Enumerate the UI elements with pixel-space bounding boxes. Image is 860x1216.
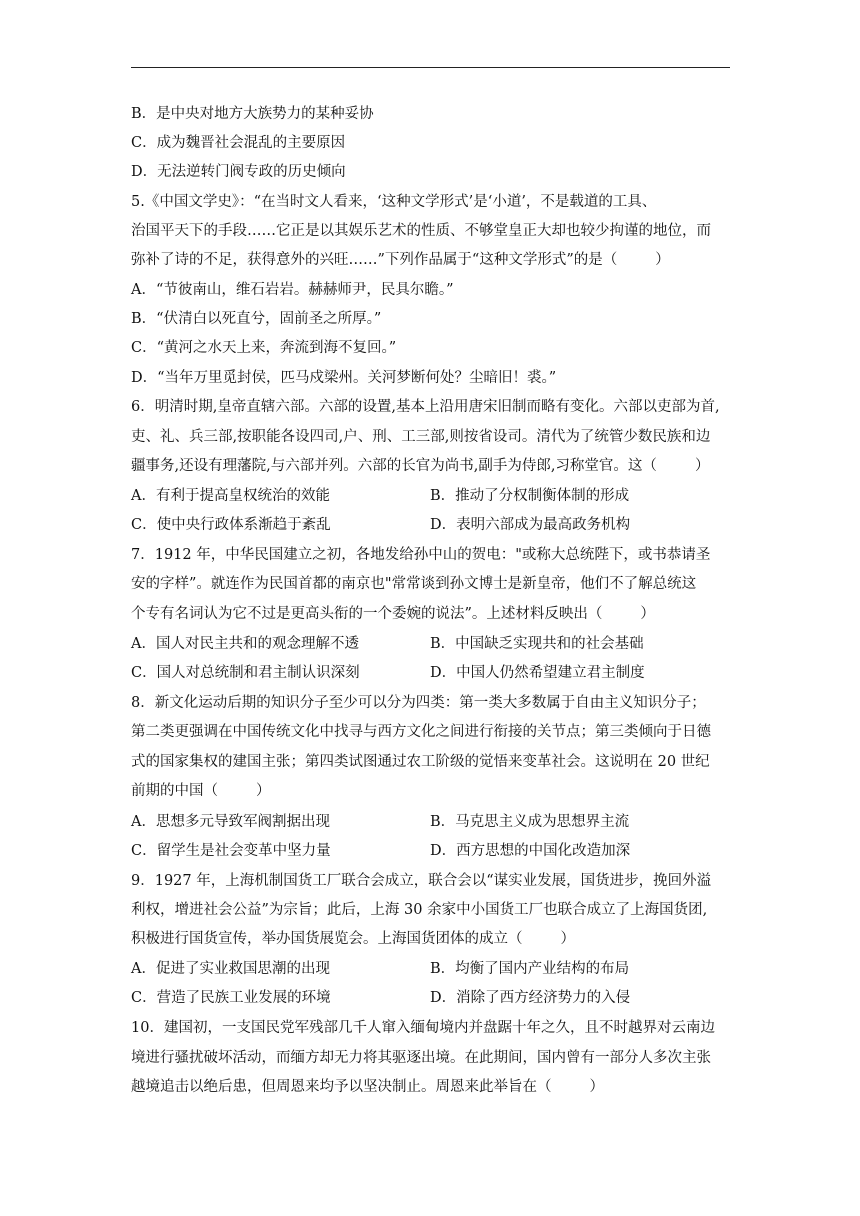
option-8c: C．留学生是社会变革中坚力量 bbox=[131, 843, 331, 859]
option-8a: A．思想多元导致军阀割据出现 bbox=[131, 814, 330, 830]
question-5-line-3: 弥补了诗的不足，获得意外的兴旺……”下列作品属于“这种文学形式”的是（ ） bbox=[131, 252, 670, 268]
option-6d: D．表明六部成为最高政务机构 bbox=[430, 517, 631, 533]
option-7c: C．国人对总统制和君主制认识深刻 bbox=[131, 665, 360, 681]
header-rule bbox=[131, 67, 730, 68]
question-8-line-4: 前期的中国（ ） bbox=[131, 783, 271, 799]
option-8b: B．马克思主义成为思想界主流 bbox=[430, 814, 630, 830]
option-7a: A．国人对民主共和的观念理解不透 bbox=[131, 636, 359, 652]
question-9-line-1: 9．1927 年，上海机制国货工厂联合会成立，联合会以“谋实业发展，国货进步，挽回外溢 bbox=[131, 873, 712, 889]
question-6-line-1: 6．明清时期,皇帝直辖六部。六部的设置,基本上沿用唐宋旧制而略有变化。六部以吏部为首, bbox=[131, 399, 720, 415]
option-8d: D．西方思想的中国化改造加深 bbox=[430, 843, 631, 859]
question-10-line-2: 境进行骚扰破坏活动，而缅方却无力将其驱逐出境。在此期间，国内曾有一部分人多次主张 bbox=[131, 1050, 711, 1066]
option-4b: B．是中央对地方大族势力的某种妥协 bbox=[131, 106, 374, 122]
question-10-line-1: 10．建国初，一支国民党军残部几千人窜入缅甸境内并盘踞十年之久，且不时越界对云南边 bbox=[131, 1020, 715, 1036]
question-6-line-3: 疆事务,还设有理藩院,与六部并列。六部的长官为尚书,副手为侍郎,习称堂官。这（ ） bbox=[131, 458, 710, 474]
question-8-line-3: 式的国家集权的建国主张；第四类试图通过农工阶级的觉悟来变革社会。这说明在 20 世纪 bbox=[131, 754, 710, 770]
question-8-line-2: 第二类更强调在中国传统文化中找寻与西方文化之间进行衔接的关节点；第三类倾向于日德 bbox=[131, 724, 711, 740]
question-7-line-1: 7．1912 年，中华民国建立之初，各地发给孙中山的贺电："或称大总统陛下，或书恭请圣 bbox=[131, 547, 711, 563]
option-7b: B．中国缺乏实现共和的社会基础 bbox=[430, 636, 644, 652]
question-9-line-3: 积极进行国货宣传，举办国货展览会。上海国货团体的成立（ ） bbox=[131, 931, 575, 947]
question-7-line-3: 个专有名词认为它不过是更高头衔的一个委婉的说法”。上述材料反映出（ ） bbox=[131, 606, 655, 622]
option-6b: B．推动了分权制衡体制的形成 bbox=[430, 488, 630, 504]
question-7-line-2: 安的字样”。就连作为民国首都的南京也"常常谈到孙文博士是新皇帝，他们不了解总统这 bbox=[131, 576, 697, 592]
question-8-line-1: 8．新文化运动后期的知识分子至少可以分为四类：第一类大多数属于自由主义知识分子； bbox=[131, 695, 706, 711]
option-6a: A．有利于提高皇权统治的效能 bbox=[131, 488, 330, 504]
option-9c: C．营造了民族工业发展的环境 bbox=[131, 990, 331, 1006]
option-9b: B．均衡了国内产业结构的布局 bbox=[430, 961, 630, 977]
option-9d: D．消除了西方经济势力的入侵 bbox=[430, 990, 631, 1006]
question-10-line-3: 越境追击以绝后患，但周恩来均予以坚决制止。周恩来此举旨在（ ） bbox=[131, 1079, 604, 1095]
option-5d: D．“当年万里觅封侯，匹马戍梁州。关河梦断何处？尘暗旧！裘。” bbox=[131, 370, 557, 386]
question-5-line-1: 5.《中国文学史》：“在当时文人看来，‘这种文学形式’是‘小道’，不是载道的工具、 bbox=[131, 194, 657, 210]
option-6c: C．使中央行政体系渐趋于紊乱 bbox=[131, 517, 331, 533]
question-5-line-2: 治国平天下的手段……它正是以其娱乐艺术的性质、不够堂皇正大却也较少拘谨的地位，而 bbox=[131, 223, 711, 239]
question-6-line-2: 吏、礼、兵三部,按职能各设四司,户、刑、工三部,则按省设司。清代为了统管少数民族和边 bbox=[131, 429, 711, 445]
option-5a: A．“节彼南山，维石岩岩。赫赫师尹，民具尔瞻。” bbox=[131, 282, 454, 298]
option-5b: B．“伏清白以死直兮，固前圣之所厚。” bbox=[131, 311, 382, 327]
question-9-line-2: 利权，增进社会公益”为宗旨；此后，上海 30 余家中小国货工厂也联合成立了上海国货团, bbox=[131, 902, 708, 918]
option-5c: C．“黄河之水天上来，奔流到海不复回。” bbox=[131, 340, 397, 356]
option-9a: A．促进了实业救国思潮的出现 bbox=[131, 961, 330, 977]
option-4c: C．成为魏晋社会混乱的主要原因 bbox=[131, 135, 346, 151]
option-7d: D．中国人仍然希望建立君主制度 bbox=[430, 665, 645, 681]
option-4d: D．无法逆转门阀专政的历史倾向 bbox=[131, 164, 346, 180]
